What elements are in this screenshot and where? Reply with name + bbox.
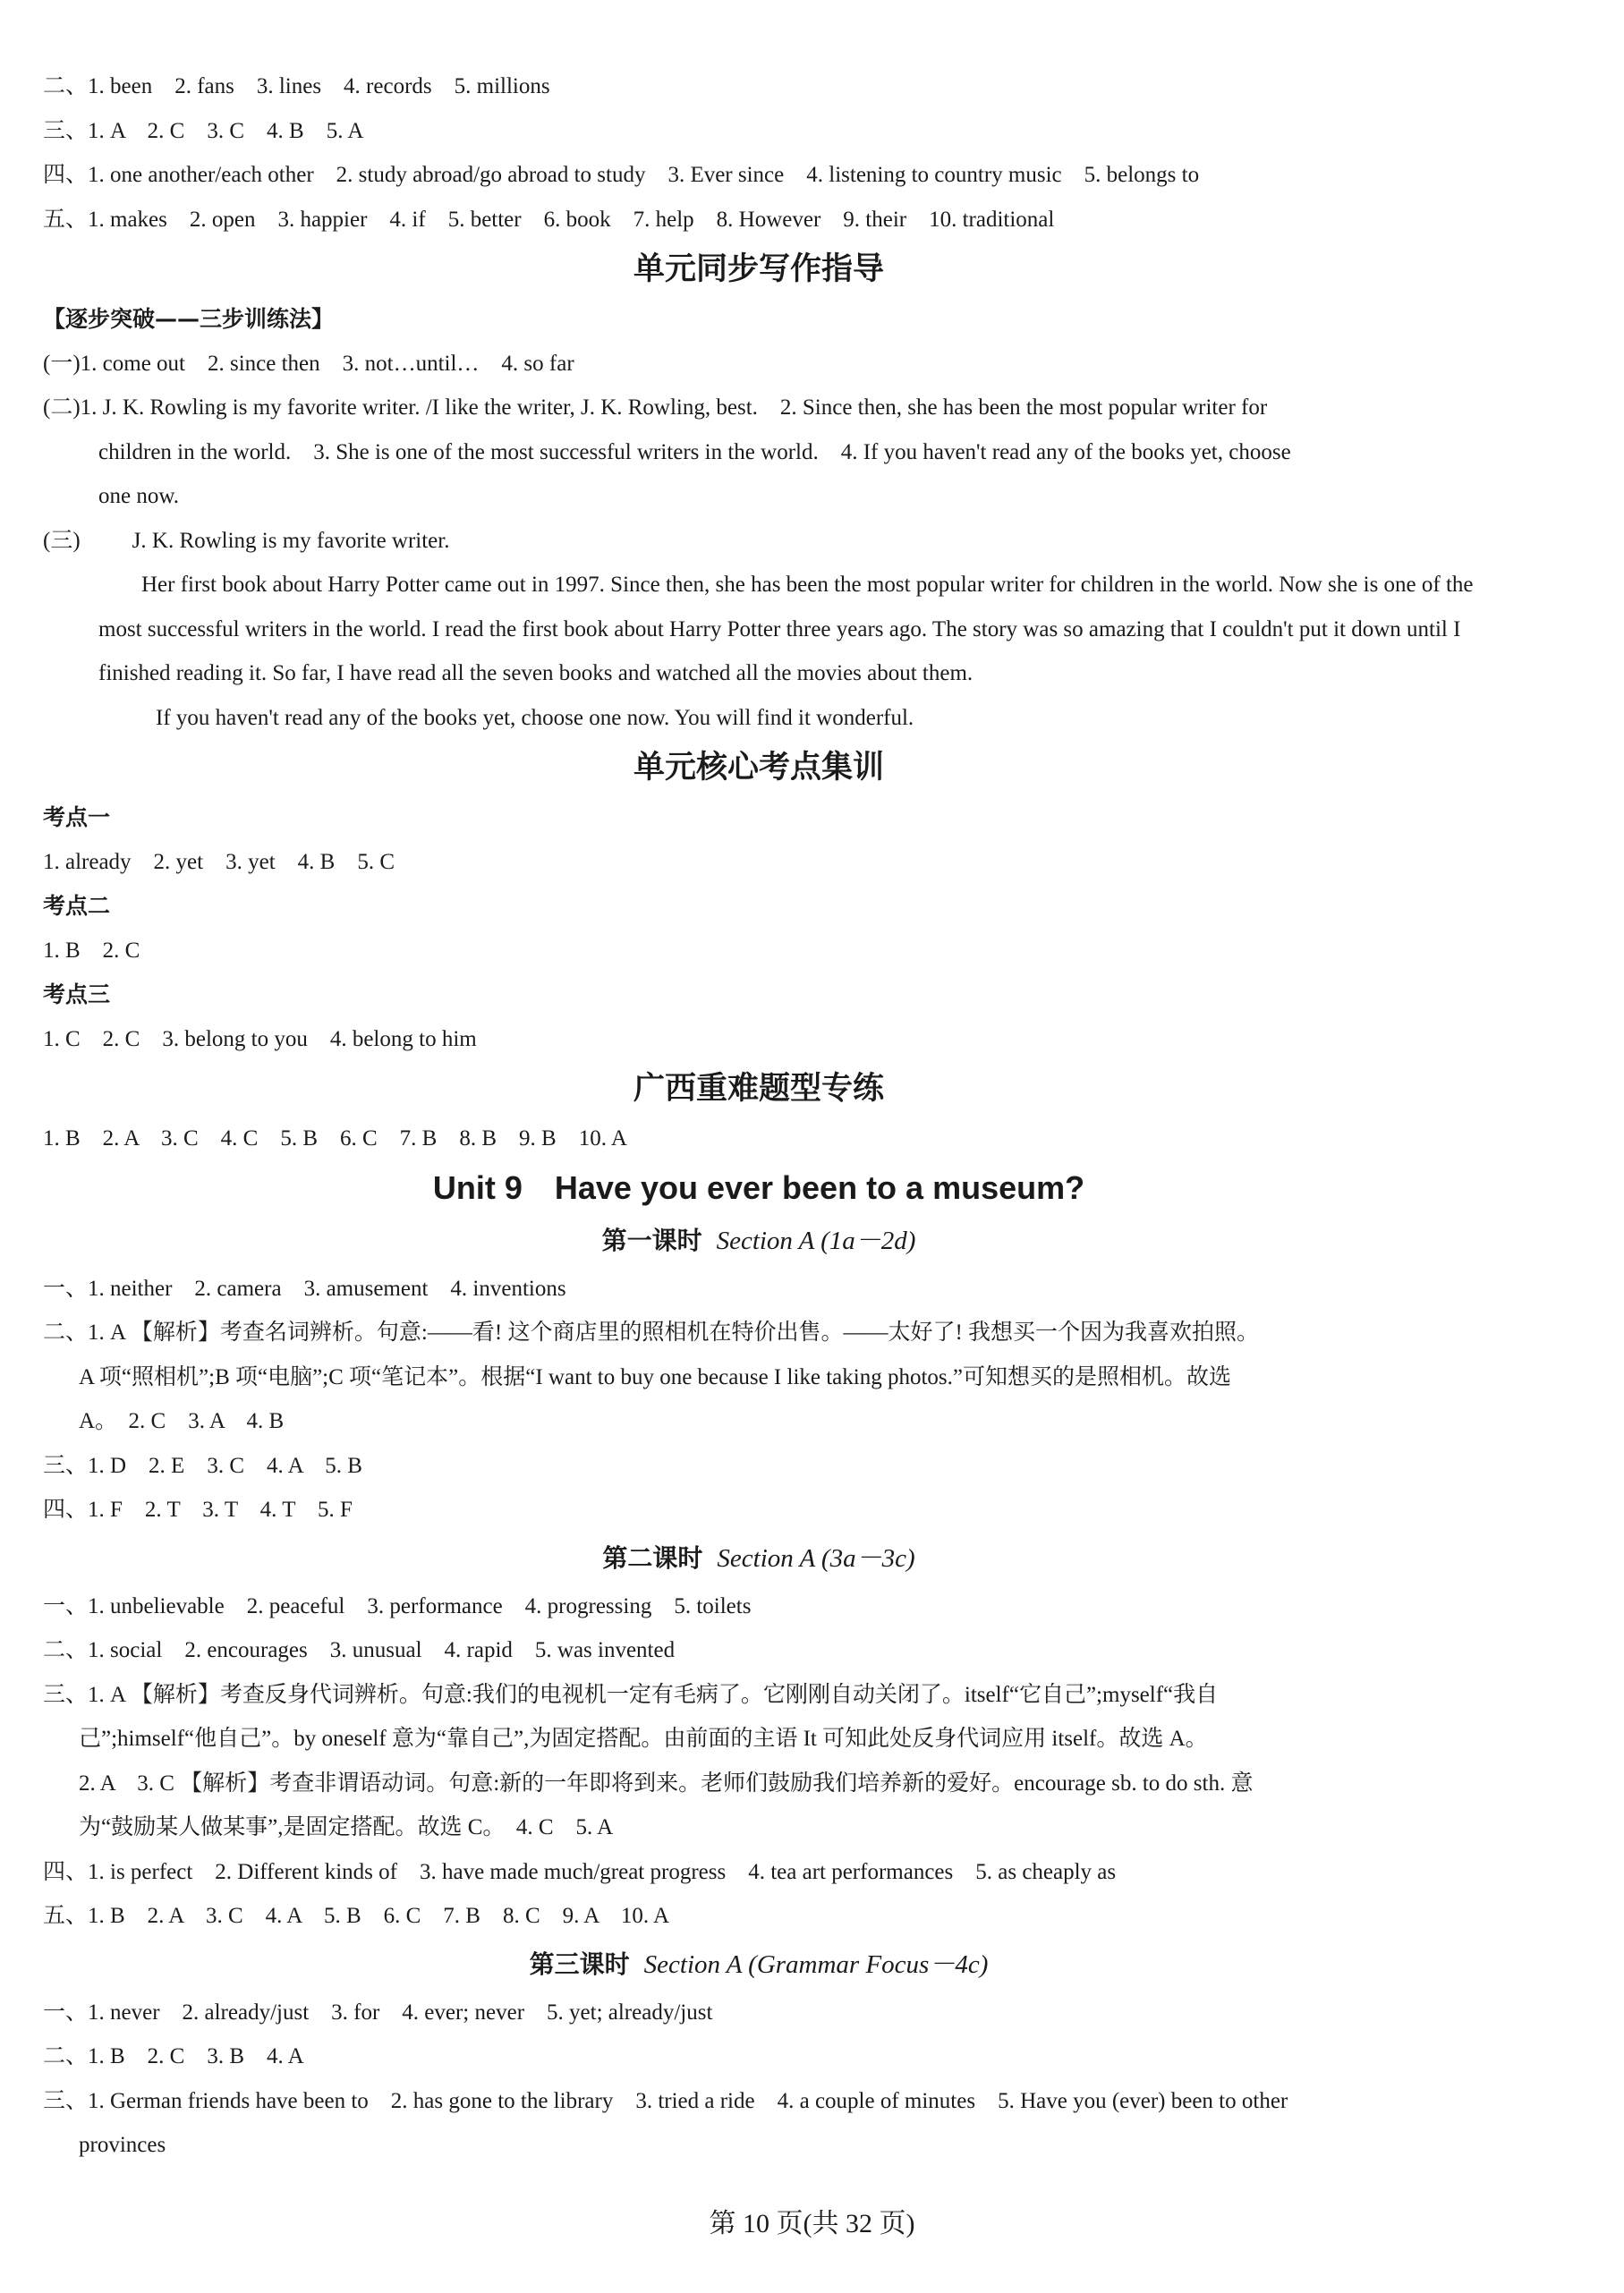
answer-line: A。 2. C 3. A 4. B (79, 1409, 285, 1433)
answer-line: 四、1. F 2. T 3. T 4. T 5. F (43, 1498, 353, 1522)
lesson-section: Section A (1a－2d) (716, 1226, 916, 1255)
lesson-label: 第三课时 (529, 1949, 630, 1979)
essay-title: J. K. Rowling is my favorite writer. (132, 528, 450, 553)
step-label: (二) (43, 395, 81, 420)
answer-line: 一、1. never 2. already/just 3. for 4. ever; never 5. yet; already/just (43, 2000, 713, 2025)
kaodian-label: 考点二 (43, 893, 111, 919)
page-footer: 第 10 页(共 32 页) (709, 2209, 915, 2238)
answer-line: 1. B 2. A 3. C 4. C 5. B 6. C 7. B 8. B 9. B 10. A (43, 1126, 627, 1151)
lesson-section: Section A (3a－3c) (717, 1543, 915, 1573)
lesson-label: 第一课时 (601, 1225, 702, 1255)
answer-line: 为“鼓励某人做某事”,是固定搭配。故选 C。 4. C 5. A (79, 1815, 614, 1839)
answer-line: 三、1. A 2. C 3. C 4. B 5. A (43, 118, 364, 143)
lesson-label: 第二课时 (602, 1542, 703, 1573)
step-text: 1. J. K. Rowling is my favorite writer. /I like the writer, J. K. Rowling, best. 2. Since then, she has been the most popular writer for (80, 395, 1268, 420)
answer-line: 五、1. makes 2. open 3. happier 4. if 5. better 6. book 7. help 8. However 9. their 10. traditional (43, 207, 1055, 232)
kaodian-label: 考点三 (43, 981, 111, 1007)
essay-paragraph (43, 696, 1475, 741)
answer-line: 二、1. been 2. fans 3. lines 4. records 5. millions (43, 74, 550, 98)
section-heading-core: 单元核心考点集训 (633, 750, 884, 786)
unit-title: Unit 9 Have you ever been to a museum? (432, 1168, 1085, 1206)
subheading-steps: 【逐步突破——三步训练法】 (43, 306, 335, 332)
answer-line: 二、1. B 2. C 3. B 4. A (43, 2044, 304, 2068)
lesson-heading (43, 1533, 1475, 1584)
answer-line: 己”;himself“他自己”。by oneself 意为“靠自己”,为固定搭配。由前面的主语 It 可知此处反身代词应用 itself。故选 A。 (79, 1727, 1208, 1751)
answer-line: 二、1. A 【解析】考查名词辨析。句意:——看! 这个商店里的照相机在特价出售。——太好了! 我想买一个因为我喜欢拍照。 (43, 1321, 1260, 1345)
answer-line: 1. already 2. yet 3. yet 4. B 5. C (43, 849, 395, 874)
essay-paragraph (43, 563, 1476, 696)
answer-line: children in the world. 3. She is one of the most successful writers in the world. 4. If you haven't read any of the books yet, choose (98, 439, 1291, 464)
answer-line: 四、1. is perfect 2. Different kinds of 3. have made much/great progress 4. tea art performances 5. as cheaply as (43, 1859, 1117, 1884)
answer-line: 三、1. D 2. E 3. C 4. A 5. B (43, 1453, 362, 1478)
answer-line: 三、1. A 【解析】考查反身代词辨析。句意:我们的电视机一定有毛病了。它刚刚自动关闭了。itself“它自己”;myself“我自 (43, 1682, 1219, 1707)
step-label: (三) (43, 528, 81, 553)
answer-line: 1. C 2. C 3. belong to you 4. belong to him (43, 1026, 477, 1051)
answer-line: 三、1. German friends have been to 2. has gone to the library 3. tried a ride 4. a couple of minutes 5. Have you (ever) been to other (43, 2088, 1288, 2113)
answer-line: 一、1. unbelievable 2. peaceful 3. performance 4. progressing 5. toilets (43, 1593, 752, 1618)
answer-line: 一、1. neither 2. camera 3. amusement 4. inventions (43, 1276, 566, 1301)
answer-line: 二、1. social 2. encourages 3. unusual 4. rapid 5. was invented (43, 1638, 676, 1662)
answer-line: 1. B 2. C (43, 938, 140, 963)
answer-line: A 项“照相机”;B 项“电脑”;C 项“笔记本”。根据“I want to buy one because I like taking photos.”可知想买的是照相机。故选 (79, 1364, 1231, 1389)
essay-paragraph-text: If you haven't read any of the books yet, choose one now. You will find it wonderful. (156, 705, 914, 730)
kaodian-label: 考点一 (43, 804, 111, 830)
essay-paragraph-text: Her first book about Harry Potter came out in 1997. Since then, she has been the most popular writer for children in the world. Now she is one of the most successful writers in the world. I read the first book about Harry Potter three years ago. The story was so amazing that I couldn't put it down until I finished reading it. So far, I have read all the seven books and watched all the movies about them. (98, 573, 1474, 685)
section-heading-guangxi: 广西重难题型专练 (633, 1071, 884, 1107)
answer-line: provinces (79, 2133, 166, 2157)
section-heading-writing: 单元同步写作指导 (633, 251, 884, 287)
answer-line (43, 386, 1475, 430)
answer-line: one now. (98, 484, 180, 508)
lesson-section: Section A (Grammar Focus－4c) (643, 1949, 989, 1979)
answer-line: 2. A 3. C 【解析】考查非谓语动词。句意:新的一年即将到来。老师们鼓励我们培养新的爱好。encourage sb. to do sth. 意 (79, 1771, 1254, 1796)
answer-line: 四、1. one another/each other 2. study abroad/go abroad to study 3. Ever since 4. listening to country music 5. belongs to (43, 163, 1200, 187)
answer-line: 五、1. B 2. A 3. C 4. A 5. B 6. C 7. B 8. C 9. A 10. A (43, 1904, 670, 1928)
essay-title-line (43, 519, 1475, 564)
page-content (43, 64, 1475, 2168)
answer-line: (一)1. come out 2. since then 3. not…until… 4. so far (43, 351, 574, 376)
lesson-heading (43, 1939, 1475, 1991)
lesson-heading (43, 1215, 1475, 1267)
